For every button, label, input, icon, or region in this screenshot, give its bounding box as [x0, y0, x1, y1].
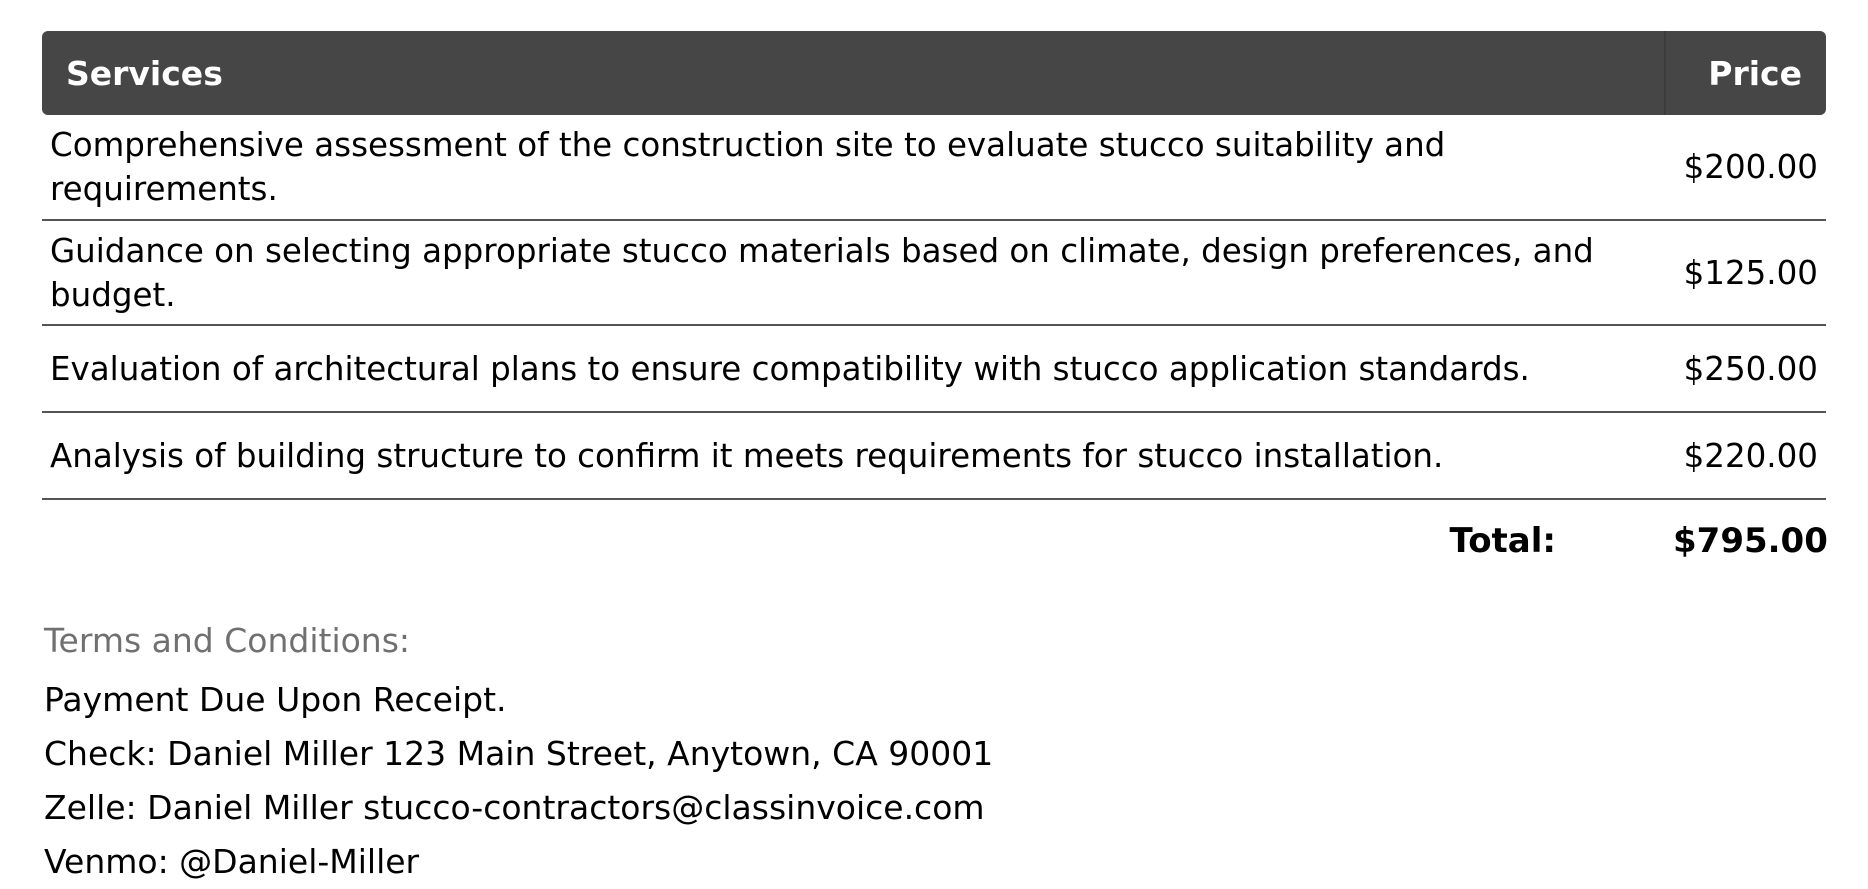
- service-price: $220.00: [1665, 412, 1826, 499]
- table-row: [42, 412, 1826, 499]
- invoice-section: [42, 31, 1826, 581]
- terms-zelle-info: Zelle: Daniel Miller stucco-contractors@classinvoice.com: [44, 788, 985, 827]
- terms-title: Terms and Conditions:: [44, 621, 411, 660]
- service-price: $250.00: [1665, 325, 1826, 412]
- services-table: [42, 31, 1826, 581]
- service-description: Comprehensive assessment of the construction site to evaluate stucco suitability and requirements.: [42, 115, 1665, 220]
- total-row: [42, 499, 1826, 581]
- service-description: Guidance on selecting appropriate stucco materials based on climate, design preferences, and budget.: [42, 220, 1665, 325]
- table-row: [42, 325, 1826, 412]
- table-header-row: [42, 31, 1826, 115]
- services-column-header: Services: [42, 31, 1665, 115]
- terms-check-info: Check: Daniel Miller 123 Main Street, Anytown, CA 90001: [44, 734, 994, 773]
- service-description: Analysis of building structure to confirm it meets requirements for stucco installation.: [42, 412, 1665, 499]
- service-price: $200.00: [1665, 115, 1826, 220]
- terms-venmo-info: Venmo: @Daniel-Miller: [44, 842, 420, 881]
- terms-section: [44, 615, 993, 889]
- terms-payment-due: Payment Due Upon Receipt.: [44, 680, 507, 719]
- price-column-header: Price: [1665, 31, 1826, 115]
- table-row: [42, 220, 1826, 325]
- table-row: [42, 115, 1826, 220]
- service-price: $125.00: [1665, 220, 1826, 325]
- total-value: $795.00: [1673, 520, 1828, 561]
- service-description: Evaluation of architectural plans to ensure compatibility with stucco application standards.: [42, 325, 1665, 412]
- total-label: Total:: [1449, 520, 1556, 561]
